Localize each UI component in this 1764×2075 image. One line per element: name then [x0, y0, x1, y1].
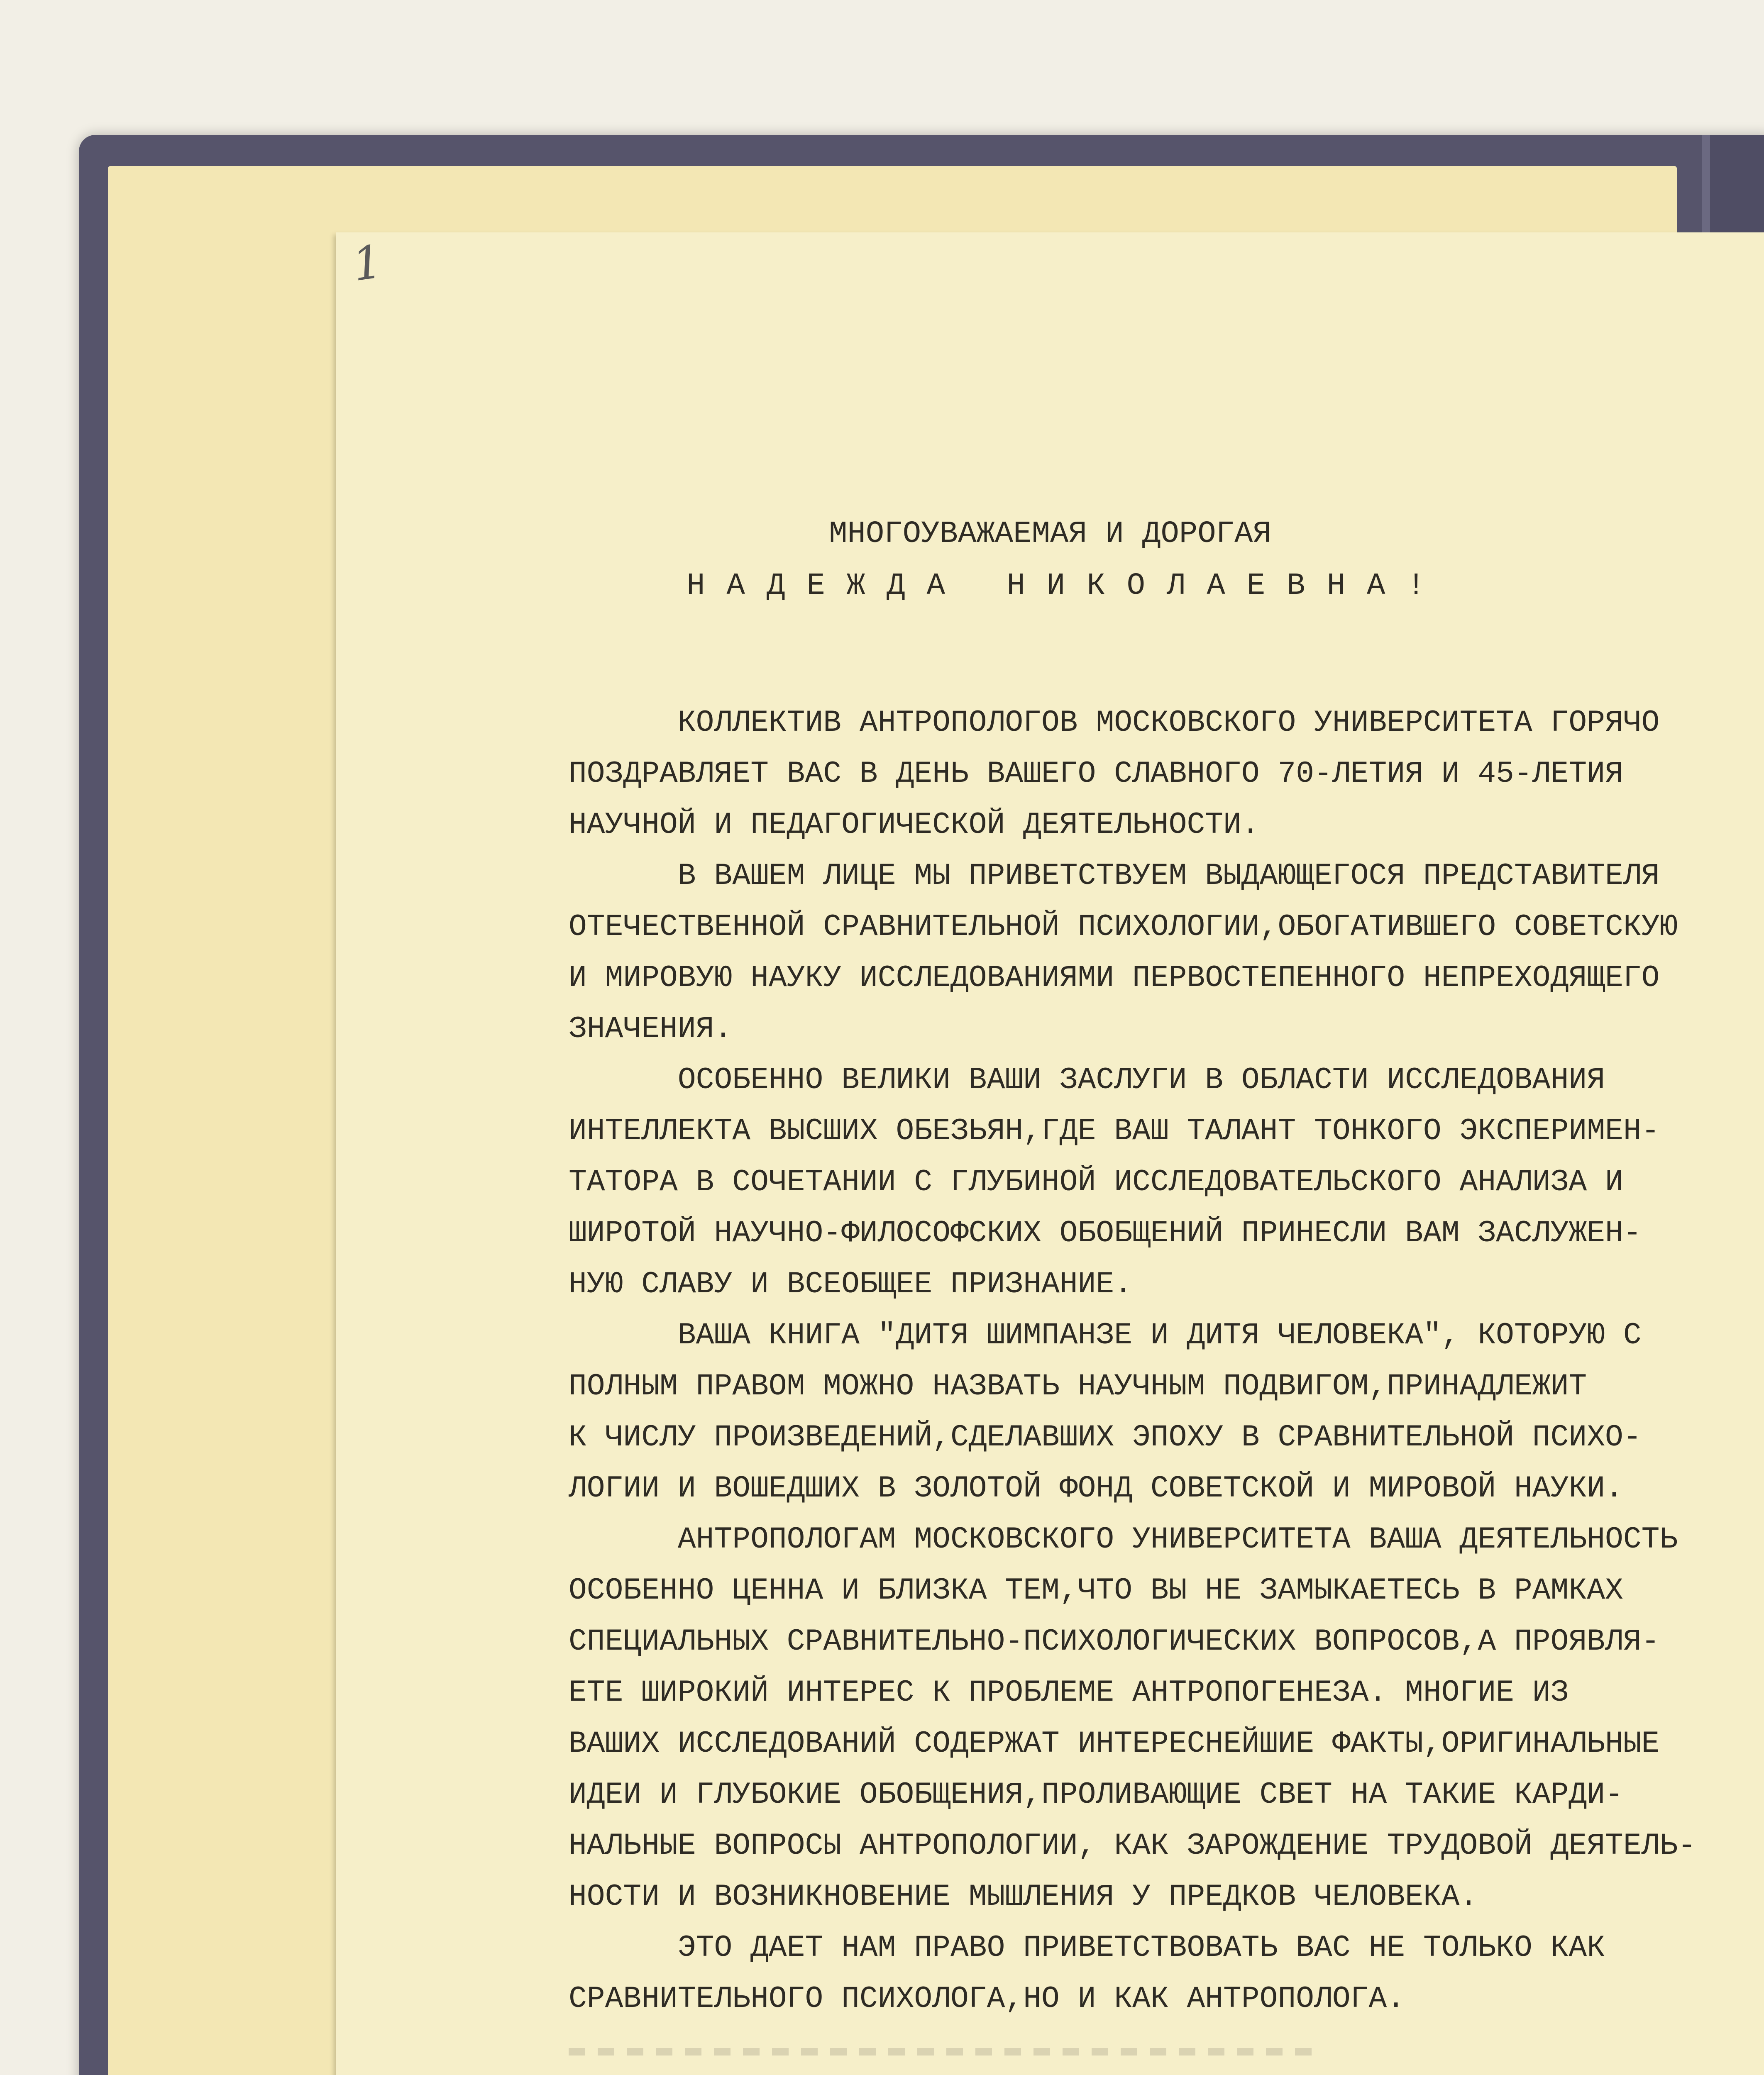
letter-line: ОТЕЧЕСТВЕННОЙ СРАВНИТЕЛЬНОЙ ПСИХОЛОГИИ,ОБОГАТИВШЕГО СОВЕТСКУЮ — [569, 910, 1678, 944]
letter-line: ШИРОТОЙ НАУЧНО-ФИЛОСОФСКИХ ОБОБЩЕНИЙ ПРИНЕСЛИ ВАМ ЗАСЛУЖЕН- — [569, 1216, 1642, 1250]
letter-line: И МИРОВУЮ НАУКУ ИССЛЕДОВАНИЯМИ ПЕРВОСТЕПЕННОГО НЕПРЕХОДЯЩЕГО — [569, 961, 1660, 995]
letter-line: НОСТИ И ВОЗНИКНОВЕНИЕ МЫШЛЕНИЯ У ПРЕДКОВ ЧЕЛОВЕКА. — [569, 1880, 1478, 1914]
letter-line: ЗНАЧЕНИЯ. — [569, 1012, 733, 1046]
letter-line: В ВАШЕМ ЛИЦЕ МЫ ПРИВЕТСТВУЕМ ВЫДАЮЩЕГОСЯ ПРЕДСТАВИТЕЛЯ — [569, 859, 1660, 893]
letter-body — [569, 697, 1696, 2024]
letter-line: ЛОГИИ И ВОШЕДШИХ В ЗОЛОТОЙ ФОНД СОВЕТСКОЙ И МИРОВОЙ НАУКИ. — [569, 1471, 1623, 1506]
letter-line: ЭТО ДАЕТ НАМ ПРАВО ПРИВЕТСТВОВАТЬ ВАС НЕ ТОЛЬКО КАК — [569, 1931, 1605, 1965]
letter-line: СРАВНИТЕЛЬНОГО ПСИХОЛОГА,НО И КАК АНТРОПОЛОГА. — [569, 1982, 1405, 2016]
letter-line: ВАШИХ ИССЛЕДОВАНИЙ СОДЕРЖАТ ИНТЕРЕСНЕЙШИЕ ФАКТЫ,ОРИГИНАЛЬНЫЕ — [569, 1726, 1660, 1761]
letter-line: ПОЛНЫМ ПРАВОМ МОЖНО НАЗВАТЬ НАУЧНЫМ ПОДВИГОМ,ПРИНАДЛЕЖИТ — [569, 1369, 1587, 1404]
letter-line: ВАША КНИГА "ДИТЯ ШИМПАНЗЕ И ДИТЯ ЧЕЛОВЕКА", КОТОРУЮ С — [569, 1318, 1642, 1352]
letter-line: К ЧИСЛУ ПРОИЗВЕДЕНИЙ,СДЕЛАВШИХ ЭПОХУ В СРАВНИТЕЛЬНОЙ ПСИХО- — [569, 1420, 1642, 1455]
letter-line: ИДЕИ И ГЛУБОКИЕ ОБОБЩЕНИЯ,ПРОЛИВАЮЩИЕ СВЕТ НА ТАКИЕ КАРДИ- — [569, 1777, 1623, 1812]
letter-line: АНТРОПОЛОГАМ МОСКОВСКОГО УНИВЕРСИТЕТА ВАША ДЕЯТЕЛЬНОСТЬ — [569, 1522, 1678, 1557]
letter-line: НАЛЬНЫЕ ВОПРОСЫ АНТРОПОЛОГИИ, КАК ЗАРОЖДЕНИЕ ТРУДОВОЙ ДЕЯТЕЛЬ- — [569, 1828, 1696, 1863]
letter-line: ТАТОРА В СОЧЕТАНИИ С ГЛУБИНОЙ ИССЛЕДОВАТЕЛЬСКОГО АНАЛИЗА И — [569, 1165, 1623, 1199]
faded-text-remnant — [569, 2048, 1316, 2055]
letter-line: ИНТЕЛЛЕКТА ВЫСШИХ ОБЕЗЬЯН,ГДЕ ВАШ ТАЛАНТ ТОНКОГО ЭКСПЕРИМЕН- — [569, 1114, 1660, 1148]
letter-line: СПЕЦИАЛЬНЫХ СРАВНИТЕЛЬНО-ПСИХОЛОГИЧЕСКИХ ВОПРОСОВ,А ПРОЯВЛЯ- — [569, 1624, 1660, 1659]
letter-line: ПОЗДРАВЛЯЕТ ВАС В ДЕНЬ ВАШЕГО СЛАВНОГО 70-ЛЕТИЯ И 45-ЛЕТИЯ — [569, 757, 1623, 791]
salutation-line-2: НАДЕЖДА НИКОЛАЕВНА! — [687, 569, 1447, 603]
letter-line: ОСОБЕННО ЦЕННА И БЛИЗКА ТЕМ,ЧТО ВЫ НЕ ЗАМЫКАЕТЕСЬ В РАМКАХ — [569, 1573, 1623, 1608]
letter-line: ЕТЕ ШИРОКИЙ ИНТЕРЕС К ПРОБЛЕМЕ АНТРОПОГЕНЕЗА. МНОГИЕ ИЗ — [569, 1675, 1569, 1710]
letter-line: НУЮ СЛАВУ И ВСЕОБЩЕЕ ПРИЗНАНИЕ. — [569, 1267, 1133, 1301]
page-number: 1 — [349, 234, 386, 292]
letter-line: ОСОБЕННО ВЕЛИКИ ВАШИ ЗАСЛУГИ В ОБЛАСТИ ИССЛЕДОВАНИЯ — [569, 1063, 1605, 1097]
salutation-line-1: МНОГОУВАЖАЕМАЯ И ДОРОГАЯ — [829, 517, 1271, 552]
letter-line: НАУЧНОЙ И ПЕДАГОГИЧЕСКОЙ ДЕЯТЕЛЬНОСТИ. — [569, 808, 1260, 842]
letter-line: КОЛЛЕКТИВ АНТРОПОЛОГОВ МОСКОВСКОГО УНИВЕРСИТЕТА ГОРЯЧО — [569, 706, 1660, 740]
